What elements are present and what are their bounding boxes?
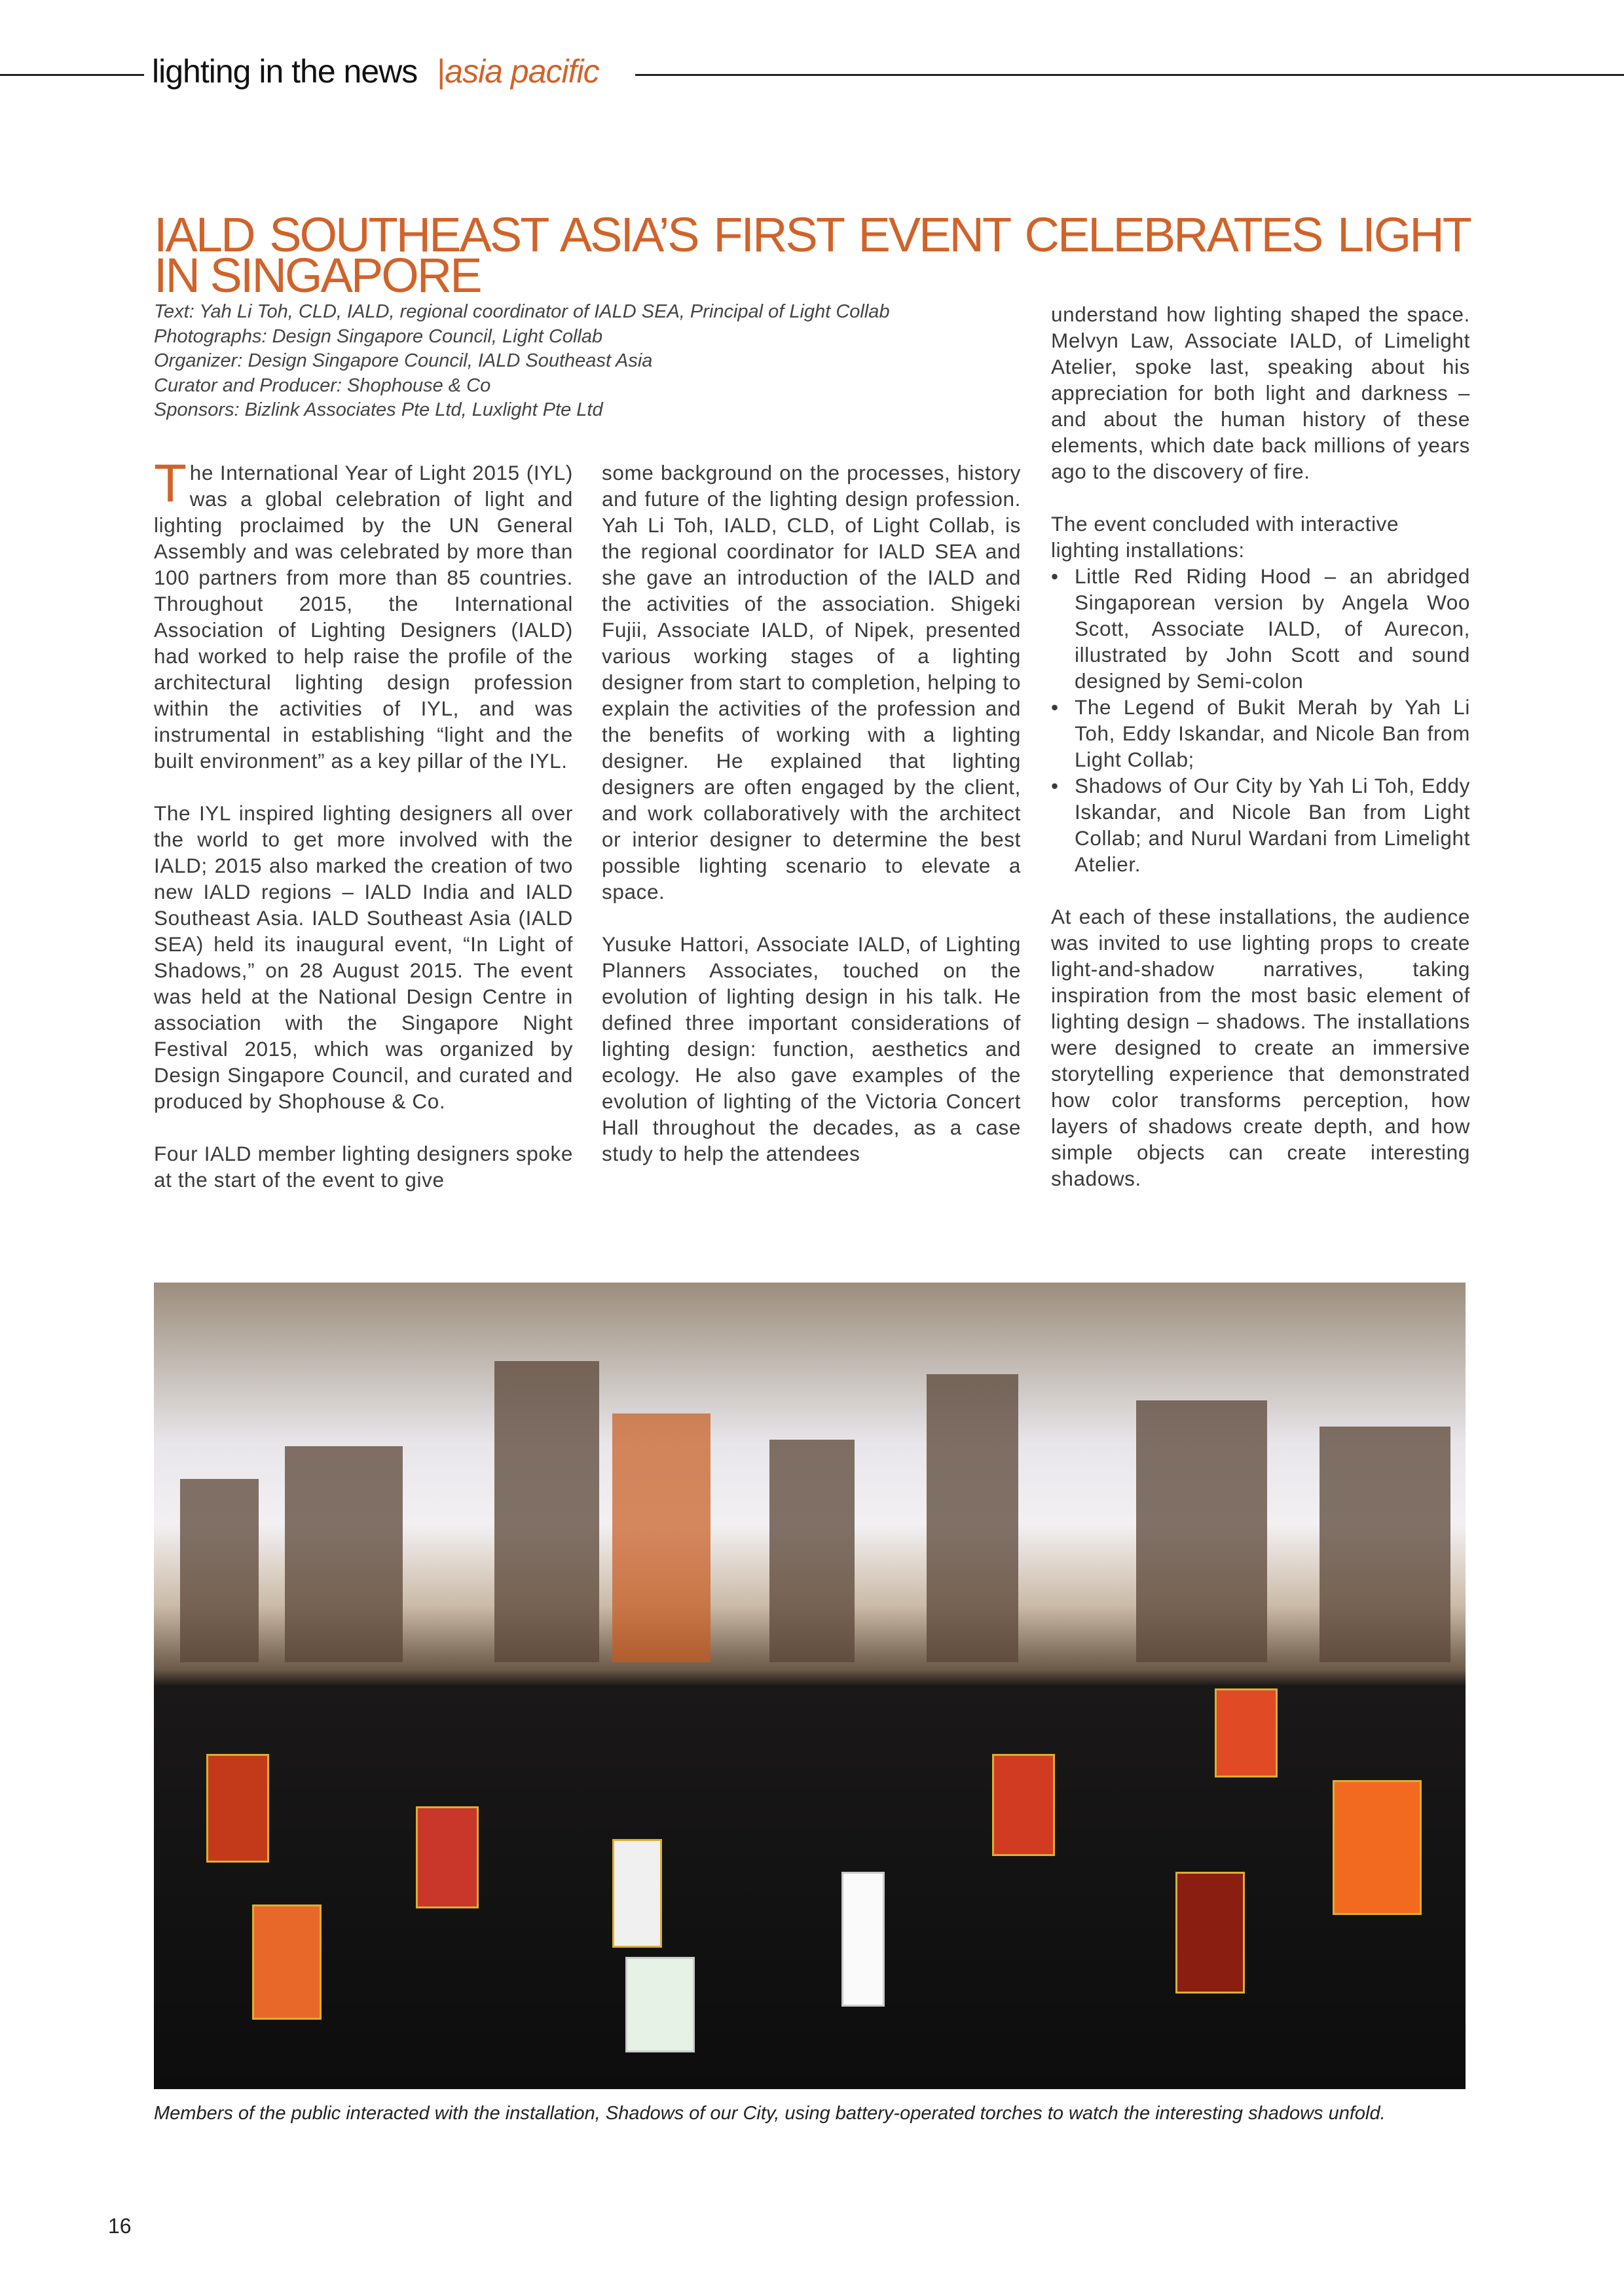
paragraph [154, 454, 573, 774]
matchbox [1215, 1688, 1278, 1777]
paragraph: Yusuke Hattori, Associate IALD, of Lighting Planners Associates, touched on the evolution of lighting design in his talk. He defined three important considerations of lighting design: function, aesthetics and ecology. He also gave examples of the evolution of lighting of the Victoria Concert Hall throughout the decades, as a case study to help the attendees [602, 932, 1021, 1165]
paragraph: understand how lighting shaped the space. Melvyn Law, Associate IALD, of Limelight Atelier, spoke last, speaking about his appreciation for both light and darkness – and about the human history of these elements, which date back millions of years ago to the discovery of fire. [1051, 302, 1470, 483]
section-region: asia pacific [445, 53, 599, 90]
installation-list [1051, 563, 1470, 877]
list-item: • Little Red Riding Hood – an abridged Singaporean version by Angela Woo Scott, Associate IALD, of Aurecon, illustrated by John Scott and sound designed by Semi-colon [1051, 563, 1470, 694]
credit-curator: Curator and Producer: Shophouse & Co [154, 374, 491, 396]
article-credits [154, 300, 1031, 423]
page-number: 16 [108, 2214, 132, 2238]
body-column-3 [1051, 301, 1470, 1192]
credit-text: Text: Yah Li Toh, CLD, IALD, regional coordinator of IALD SEA, Principal of Light Collab [154, 301, 890, 322]
list-item: • Shadows of Our City by Yah Li Toh, Eddy Iskandar, and Nicole Ban from Light Collab; and Nurul Wardani from Limelight Atelier. [1051, 773, 1470, 877]
shadow-building [1136, 1400, 1267, 1662]
matchbox [1175, 1872, 1245, 1994]
header-separator: | [437, 53, 445, 90]
paragraph: The event concluded with interactive lighting installations: [1051, 512, 1399, 562]
paragraph-text: he International Year of Light 2015 (IYL) was a global celebration of light and lighting proclaimed by the UN General Assembly and was celebrated by more than 100 partners from more than 85 countries. Throughout 2015, the International Association of Lighting Designers (IALD) had worked to help raise the profile of the architectural lighting design profession within the activities of IYL, and was instrumental in establishing “light and the built environment” as a key pillar of the IYL. [154, 461, 573, 773]
article-title: IALD SOUTHEAST ASIA’S FIRST EVENT CELEBRATES LIGHT IN SINGAPORE [154, 207, 1470, 302]
paragraph: some background on the processes, history and future of the lighting design profession. Yah Li Toh, IALD, CLD, of Light Collab, is the regional coordinator for IALD SEA and she gave an introduction of the IALD and the activities of the association. Shigeki Fujii, Associate IALD, of Nipek, presented various working stages of a lighting designer from start to completion, helping to explain the activities of the profession and the benefits of working with a lighting designer. He explained that lighting designers are often engaged by the client, and work collaboratively with the architect or interior designer to determine the best possible lighting scenario to elevate a space. [602, 461, 1021, 903]
shadow-building [180, 1479, 259, 1662]
matchbox [252, 1904, 322, 2020]
shadow-building [285, 1446, 403, 1662]
credit-photographs: Photographs: Design Singapore Council, Light Collab [154, 325, 603, 347]
section-header [152, 52, 599, 90]
shadow-building [612, 1413, 710, 1662]
matchbox [992, 1754, 1055, 1856]
list-item: • The Legend of Bukit Merah by Yah Li Toh, Eddy Iskandar, and Nicole Ban from Light Collab; [1051, 694, 1470, 773]
shadow-building [927, 1374, 1018, 1662]
credit-organizer: Organizer: Design Singapore Council, IALD Southeast Asia [154, 350, 653, 371]
header-rule-right [635, 74, 1624, 76]
body-column-2 [602, 460, 1021, 1167]
matchbox [625, 1957, 695, 2052]
matchbox [612, 1839, 662, 1948]
matchbox [206, 1754, 269, 1863]
shadow-building [1320, 1427, 1450, 1662]
header-rule-left [0, 74, 144, 76]
credit-sponsors: Sponsors: Bizlink Associates Pte Ltd, Luxlight Pte Ltd [154, 399, 603, 420]
body-column-1 [154, 454, 573, 1193]
installation-photo [154, 1283, 1466, 2089]
matchbox [416, 1806, 479, 1908]
paragraph: At each of these installations, the audience was invited to use lighting props to create light-and-shadow narratives, taking inspiration from the most basic element of lighting design – shadows. The installations were designed to create an immersive storytelling experience that demonstrated how color transforms perception, how layers of shadows create depth, and how simple objects can create interesting shadows. [1051, 905, 1470, 1190]
drop-cap: T [154, 454, 187, 513]
shadow-building [494, 1361, 599, 1662]
photo-caption: Members of the public interacted with the installation, Shadows of our City, using battery-operated torches to watch the interesting shadows unfold. [154, 2103, 1386, 2124]
matchbox [841, 1872, 885, 2007]
paragraph: The IYL inspired lighting designers all over the world to get more involved with the IALD; 2015 also marked the creation of two new IALD regions – IALD India and IALD Southeast Asia. IALD Southeast Asia (IALD SEA) held its inaugural event, “In Light of Shadows,” on 28 August 2015. The event was held at the National Design Centre in association with the Singapore Night Festival 2015, which was organized by Design Singapore Council, and curated and produced by Shophouse & Co. [154, 801, 573, 1113]
section-name: lighting in the news [152, 53, 418, 90]
shadow-building [769, 1440, 855, 1662]
paragraph: Four IALD member lighting designers spoke at the start of the event to give [154, 1142, 573, 1192]
matchbox [1333, 1780, 1422, 1915]
